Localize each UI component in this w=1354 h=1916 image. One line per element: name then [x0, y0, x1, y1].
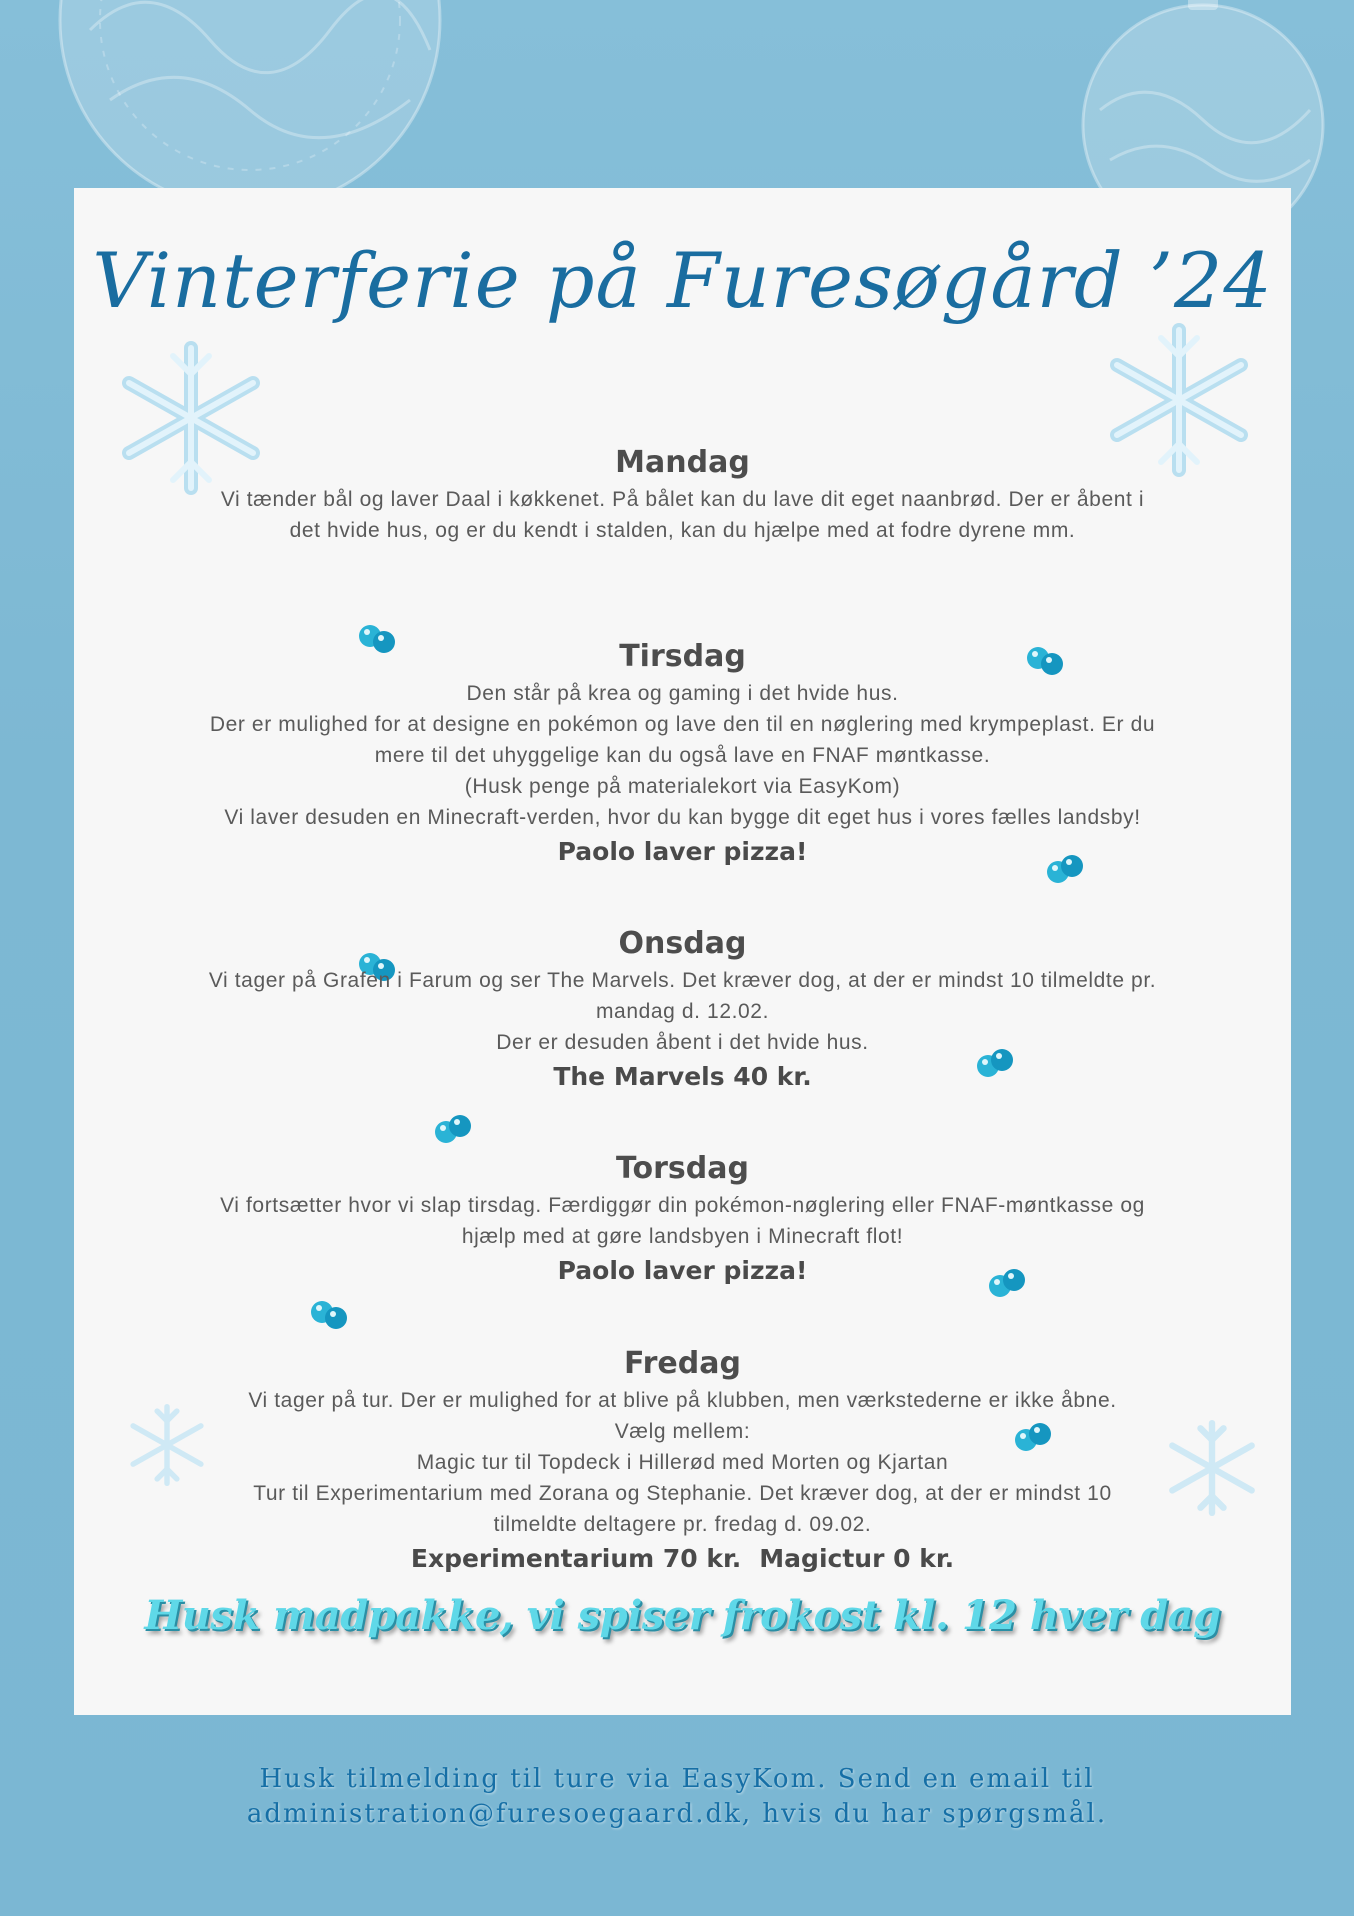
day-text: Vælg mellem: [614, 1420, 751, 1443]
day-highlight: The Marvels 40 kr. [553, 1062, 812, 1091]
day-text: Vi tænder bål og laver Daal i køkkenet. På bålet kan du lave dit eget naanbrød. Der er åbent i [220, 488, 1145, 511]
day-highlight: Paolo laver pizza! [557, 1256, 808, 1285]
day-heading: Fredag [624, 1346, 741, 1381]
footer-note [0, 1762, 1354, 1832]
day-fredag [74, 1343, 1291, 1578]
day-text: Magic tur til Topdeck i Hillerød med Morten og Kjartan [416, 1451, 949, 1474]
footer-line: administration@furesoegaard.dk, hvis du har spørgsmål. [246, 1799, 1108, 1829]
price-magictur: Magictur 0 kr. [759, 1544, 955, 1573]
program-sheet [74, 188, 1291, 1715]
day-highlight [74, 1540, 1291, 1578]
day-text: Der er mulighed for at designe en pokémon og lave den til en nøglering med krympeplast. Er du [209, 713, 1156, 736]
day-text: det hvide hus, og er du kendt i stalden, kan du hjælpe med at fodre dyrene mm. [289, 519, 1076, 542]
day-heading: Onsdag [618, 926, 747, 961]
page-title: Vinterferie på Furesøgård ’24 [92, 236, 1273, 325]
ornament-pair-icon [432, 1112, 476, 1148]
day-text: hjælp med at gøre landsbyen i Minecraft flot! [461, 1225, 904, 1248]
day-text: Vi fortsætter hvor vi slap tirsdag. Færdiggør din pokémon-nøglering eller FNAF-møntkasse og [220, 1194, 1145, 1217]
day-heading: Tirsdag [619, 639, 746, 674]
christmas-bauble-icon [1060, 0, 1354, 220]
day-text: Den står på krea og gaming i det hvide hus. [466, 682, 899, 705]
day-text: mandag d. 12.02. [595, 1000, 770, 1023]
day-highlight: Paolo laver pizza! [557, 837, 808, 866]
day-text: Vi laver desuden en Minecraft-verden, hvor du kan bygge dit eget hus i vores fælles landsby! [224, 806, 1141, 829]
day-heading: Torsdag [616, 1151, 749, 1186]
day-heading: Mandag [615, 445, 750, 480]
day-text: mere til det uhyggelige kan du også lave en FNAF møntkasse. [374, 744, 991, 767]
day-text: Der er desuden åbent i det hvide hus. [496, 1031, 869, 1054]
footer-line: Husk tilmelding til ture via EasyKom. Send en email til [259, 1764, 1095, 1794]
day-text: Vi tager på tur. Der er mulighed for at blive på klubben, men værkstederne er ikke åbne. [248, 1389, 1117, 1412]
day-mandag [74, 442, 1291, 546]
day-tirsdag [74, 636, 1291, 871]
day-text: (Husk penge på materialekort via EasyKom) [464, 775, 901, 798]
lunch-reminder: Husk madpakke, vi spiser frokost kl. 12 hver dag [144, 1592, 1221, 1639]
day-text: Vi tager på Grafen i Farum og ser The Marvels. Det kræver dog, at der er mindst 10 tilmeldte pr. [208, 969, 1157, 992]
christmas-bauble-icon [30, 0, 470, 210]
ornament-pair-icon [308, 1296, 352, 1332]
day-torsdag [74, 1148, 1291, 1290]
day-text: tilmeldte deltagere pr. fredag d. 09.02. [493, 1513, 872, 1536]
price-experimentarium: Experimentarium 70 kr. [410, 1544, 742, 1573]
day-text: Tur til Experimentarium med Zorana og Stephanie. Det kræver dog, at der er mindst 10 [253, 1482, 1112, 1505]
day-onsdag [74, 923, 1291, 1096]
